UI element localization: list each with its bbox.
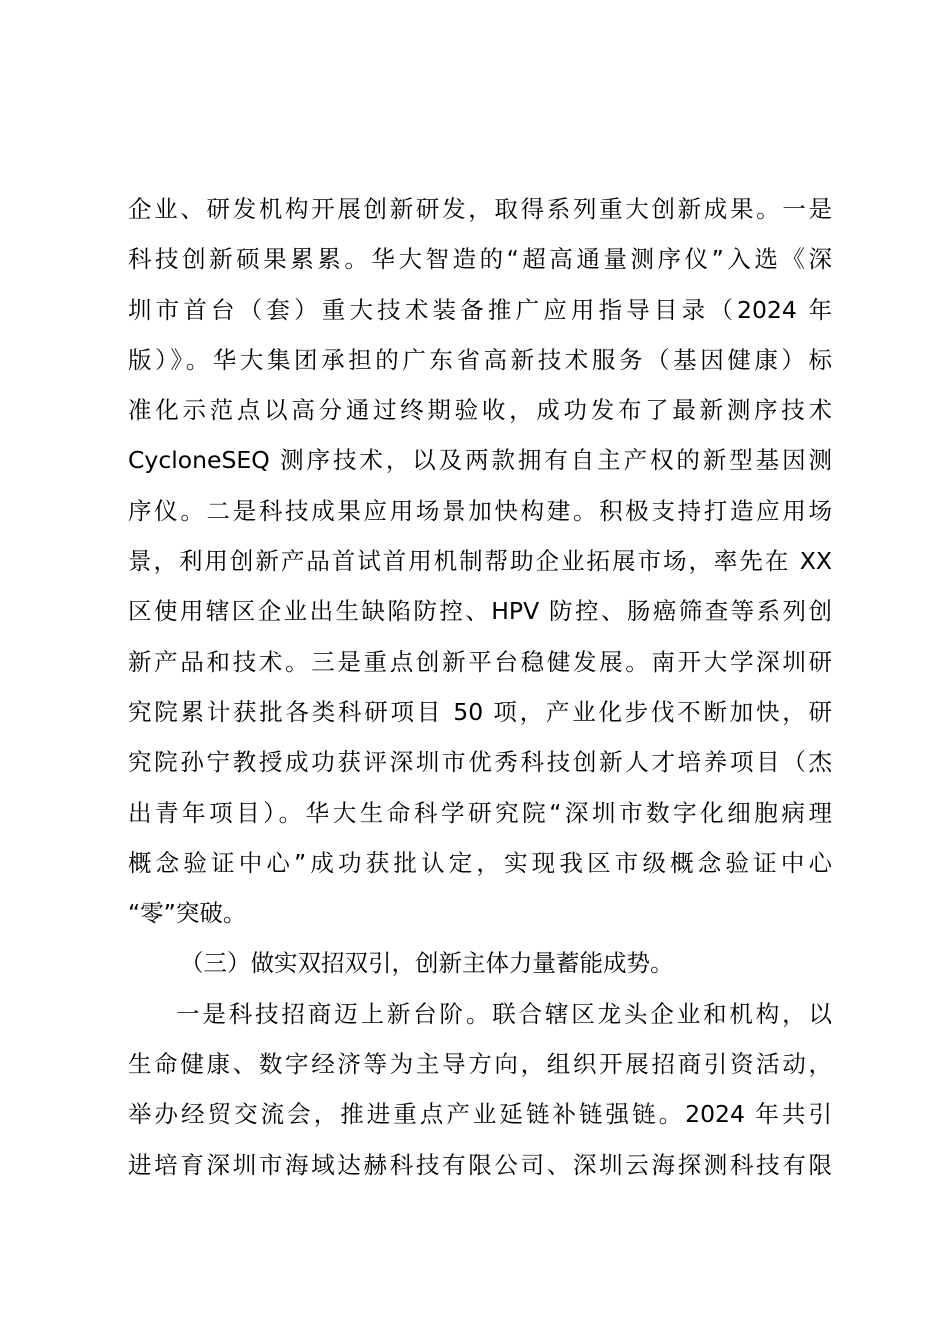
text-line: 一是科技招商迈上新台阶。联合辖区龙头企业和机构，以	[176, 999, 832, 1028]
text-line: 序仪。二是科技成果应用场景加快构建。积极支持打造应用场	[128, 496, 832, 525]
section-heading: （三）做实双招双引，创新主体力量蓄能成势。	[180, 949, 674, 978]
text-line: 版）》。华大集团承担的广东省高新技术服务（基因健康）标	[128, 345, 832, 374]
text-line: CycloneSEQ 测序技术，以及两款拥有自主产权的新型基因测	[128, 446, 832, 475]
text-line: 区使用辖区企业出生缺陷防控、HPV 防控、肠癌筛查等系列创	[128, 597, 832, 626]
text-line: 概念验证中心”成功获批认定，实现我区市级概念验证中心	[128, 848, 832, 877]
text-line: 准化示范点以高分通过终期验收，成功发布了最新测序技术	[128, 396, 832, 425]
text-line: 举办经贸交流会，推进重点产业延链补链强链。2024 年共引	[128, 1100, 832, 1129]
text-line: 科技创新硕果累累。华大智造的“超高通量测序仪”入选《深	[128, 245, 832, 274]
body-text	[128, 184, 832, 1190]
text-line: 企业、研发机构开展创新研发，取得系列重大创新成果。一是	[128, 195, 832, 223]
text-line: 究院孙宁教授成功获评深圳市优秀科技创新人才培养项目（杰	[128, 748, 832, 777]
text-line: 出青年项目）。华大生命科学研究院“深圳市数字化细胞病理	[128, 798, 832, 827]
text-line: 生命健康、数字经济等为主导方向，组织开展招商引资活动，	[128, 1050, 832, 1079]
text-line: 究院累计获批各类科研项目 50 项，产业化步伐不断加快，研	[128, 697, 832, 726]
text-line: 新产品和技术。三是重点创新平台稳健发展。南开大学深圳研	[128, 647, 832, 676]
text-line: “零”突破。	[128, 899, 247, 928]
text-line: 景，利用创新产品首试首用机制帮助企业拓展市场，率先在 XX	[128, 547, 832, 576]
text-line: 圳市首台（套）重大技术装备推广应用指导目录（2024 年	[128, 295, 832, 324]
text-line: 进培育深圳市海域达赫科技有限公司、深圳云海探测科技有限	[128, 1150, 832, 1179]
